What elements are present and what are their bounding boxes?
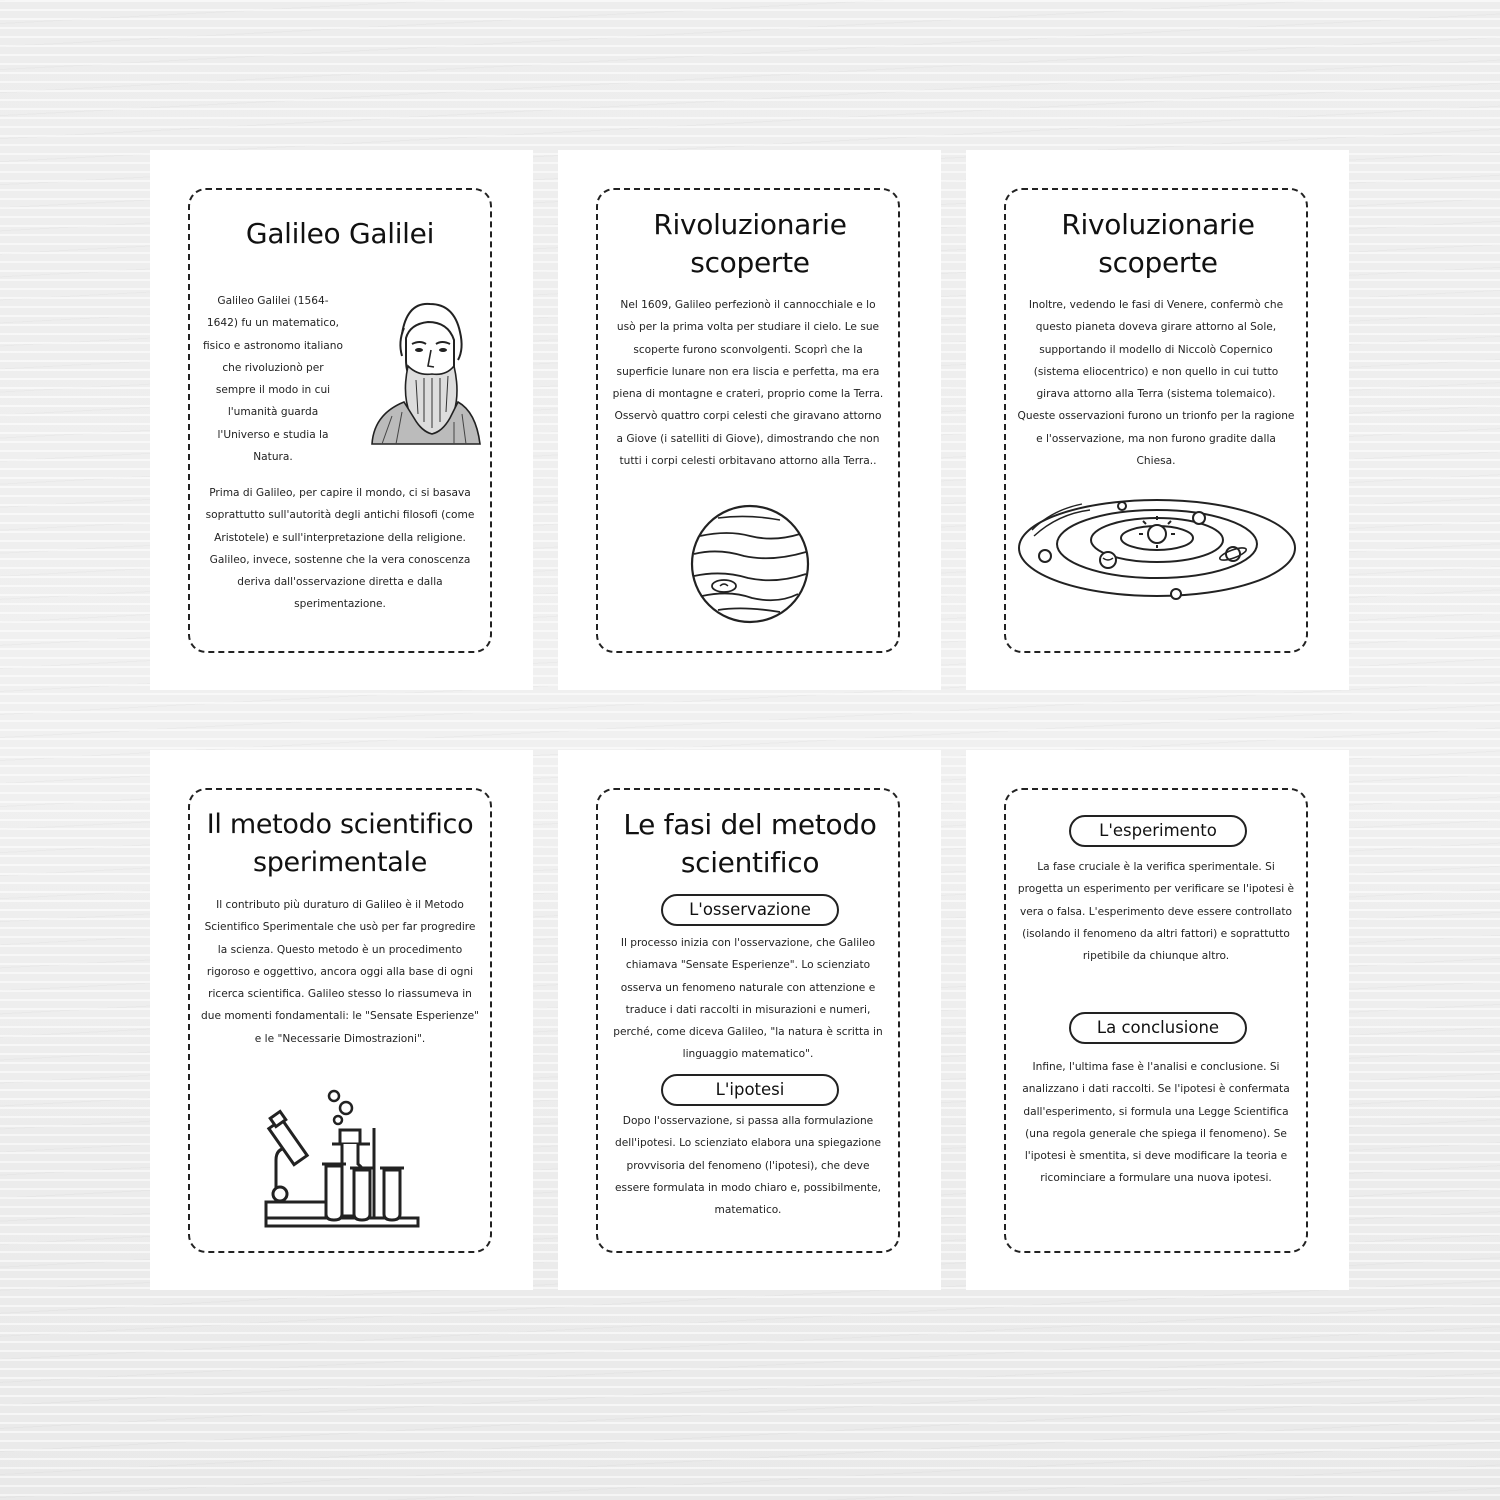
card-body-text: Il contributo più duraturo di Galileo è il Metodo Scientifico Sperimentale che usò per far progredire la scienza. Questo metodo è un procedimento rigoroso e oggettivo, ancora oggi alla base di ogni ricerca scientifica. Galileo stesso lo riassumeva in due momenti fondamentali: le "Sensate Esperienze" e le "Necessarie Dimostrazioni".	[201, 899, 479, 1045]
card-title: Rivoluzionarie scoperte	[1061, 208, 1255, 279]
sheet-fasi	[558, 750, 941, 1290]
section-text-esperimento: La fase cruciale è la verifica sperimentale. Si progetta un esperimento per verificare se l'ipotesi è vera o falsa. L'esperimento deve essere controllato (isolando il fenomeno da altri fattori) e soprattutto ripetibile da chiunque altro.	[1017, 861, 1295, 963]
card-title: Le fasi del metodo scientifico	[623, 808, 877, 879]
card-body-text: Nel 1609, Galileo perfezionò il cannocchiale e lo usò per la prima volta per studiare il cielo. Le sue scoperte furono sconvolgenti. Scoprì che la superficie lunare non era liscia e perfetta, ma era piena di montagne e crateri, proprio come la Terra. Osservò quattro corpi celesti che giravano attorno a Giove (i satelliti di Giove), dimostrando che non tutti i corpi celesti orbitavano attorno alla Terra..	[612, 299, 884, 468]
galileo-portrait-icon	[362, 294, 482, 444]
card-esperimento	[1004, 788, 1308, 1253]
card-body-text: Inoltre, vedendo le fasi di Venere, confermò che questo pianeta doveva girare attorno al Sole, supportando il modello di Niccolò Copernico (sistema eliocentrico) e non quello in cui tutto girava attorno alla Terra (sistema tolemaico). Queste osservazioni furono un trionfo per la ragione e l'osservazione, ma non furono gradite dalla Chiesa.	[1017, 299, 1295, 468]
section-heading-ipotesi: L'ipotesi	[661, 1074, 839, 1106]
card-intro-text: Galileo Galilei (1564-1642) fu un matematico, fisico e astronomo italiano che rivoluzionò per sempre il modo in cui l'umanità guarda l'Universo e studia la Natura.	[203, 295, 343, 464]
section-heading-conclusione: La conclusione	[1069, 1012, 1247, 1044]
section-text-osservazione: Il processo inizia con l'osservazione, che Galileo chiamava "Sensate Esperienze". Lo scienziato osserva un fenomeno naturale con attenzione e traduce i dati raccolti in misurazioni e numeri, perché, come diceva Galileo, "la natura è scritta in linguaggio matematico".	[613, 937, 883, 1061]
card-galileo	[188, 188, 492, 653]
solar-system-icon	[1012, 490, 1302, 620]
section-heading-osservazione: L'osservazione	[661, 894, 839, 926]
card-scoperte-1	[596, 188, 900, 653]
section-heading-esperimento: L'esperimento	[1069, 815, 1247, 847]
card-body-text: Prima di Galileo, per capire il mondo, ci si basava soprattutto sull'autorità degli antichi filosofi (come Aristotele) e sull'interpretazione della religione. Galileo, invece, sostenne che la vera conoscenza deriva dall'osservazione diretta e dalla sperimentazione.	[205, 487, 475, 611]
card-metodo	[188, 788, 492, 1253]
card-fasi	[596, 788, 900, 1253]
card-title: Il metodo scientifico sperimentale	[206, 809, 474, 878]
sheet-esperimento	[966, 750, 1349, 1290]
sheet-scoperte-2	[966, 150, 1349, 690]
sheet-metodo	[150, 750, 533, 1290]
laboratory-equipment-icon	[262, 1090, 422, 1230]
section-text-ipotesi: Dopo l'osservazione, si passa alla formulazione dell'ipotesi. Lo scienziato elabora una spiegazione provvisoria del fenomeno (l'ipotesi), che deve essere formulata in modo chiaro e, possibilmente, matematico.	[615, 1115, 881, 1217]
card-scoperte-2	[1004, 188, 1308, 653]
sheet-galileo	[150, 150, 533, 690]
card-title: Galileo Galilei	[245, 217, 435, 250]
section-text-conclusione: Infine, l'ultima fase è l'analisi e conclusione. Si analizzano i dati raccolti. Se l'ipotesi è confermata dall'esperimento, si formula una Legge Scientifica (una regola generale che spiega il fenomeno). Se l'ipotesi è smentita, si deve modificare la teoria e ricominciare a formulare una nuova ipotesi.	[1022, 1061, 1290, 1185]
sheet-scoperte-1	[558, 150, 941, 690]
jupiter-planet-icon	[688, 502, 812, 626]
card-title: Rivoluzionarie scoperte	[653, 208, 847, 279]
